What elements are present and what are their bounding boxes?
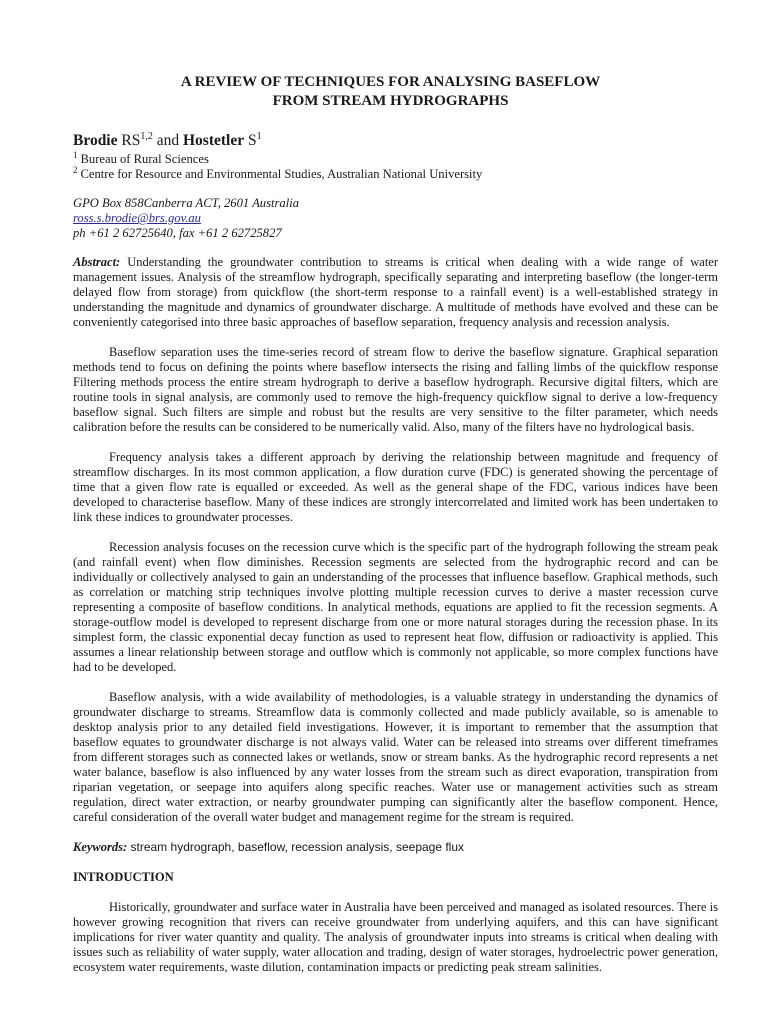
affiliation-2 (73, 164, 718, 182)
keywords-label: Keywords: (73, 840, 128, 854)
body-paragraph-baseflow-analysis: Baseflow analysis, with a wide availability of methodologies, is a valuable strategy in understanding the dynamics of groundwater discharge to streams. Streamflow data is commonly collected and made publicly available, so is amenable to desktop analysis prior to any detailed field investigations. However, it is important to remember that the assumption that baseflow equates to groundwater discharge is not always valid. Water can be released into streams over different timeframes from different storages such as connected lakes or wetlands, snow or stream banks. As the hydrographic record represents a net water balance, baseflow is also influenced by any water losses from the stream such as direct evaporation, transpiration from riparian vegetation, or seepage into aquifers along specific reaches. Water use or management activities such as stream regulation, direct water extraction, or nearby groundwater pumping can significantly alter the baseflow component. Hence, careful consideration of the overall water budget and management regime for the stream is required. (73, 690, 718, 824)
keywords-text: stream hydrograph, baseflow, recession analysis, seepage flux (127, 840, 465, 854)
author-2-initials: S (247, 132, 257, 149)
phone-fax: ph +61 2 62725640, fax +61 2 62725827 (73, 226, 282, 240)
affiliation-2-text: Centre for Resource and Environmental Studies, Australian National University (80, 167, 483, 181)
affiliation-1-text: Bureau of Rural Sciences (80, 152, 209, 166)
abstract-label: Abstract: (73, 255, 121, 269)
paper-title (73, 0, 718, 111)
section-heading-introduction: INTRODUCTION (73, 870, 174, 884)
introduction-paragraph: Historically, groundwater and surface water in Australia have been perceived and managed as isolated resources. There is however growing recognition that rivers can receive groundwater from underlying aquifers, and this can have significant implications for river water quantity and quality. The analysis of groundwater inputs into streams is critical when dealing with issues such as reliability of water supply, water allocation and trading, design of water storages, hydroelectric power generation, ecosystem water requirements, waste dilution, contamination impacts or predicting peak stream salinities. (73, 900, 718, 974)
author-1-surname: Brodie (73, 132, 118, 149)
contact-block (73, 196, 718, 241)
author-conjunction: and (156, 132, 180, 149)
body-paragraph-frequency-analysis: Frequency analysis takes a different approach by deriving the relationship between magnitude and frequency of streamflow discharges. In its most common application, a flow duration curve (FDC) is generated showing the percentage of time that a given flow rate is equalled or exceeded. As well as the general shape of the FDC, various indices have been developed to characterise baseflow. Many of these indices are strongly intercorrelated and limited work has been undertaken to link these indices to groundwater processes. (73, 450, 718, 524)
author-1-initials: RS (121, 132, 141, 149)
affiliation-1-marker: 1 (73, 149, 78, 160)
author-2-surname: Hostetler (182, 132, 245, 149)
title-line-2: FROM STREAM HYDROGRAPHS (272, 93, 509, 109)
affiliation-2-marker: 2 (73, 164, 78, 175)
author-2-affil-marker: 1 (256, 130, 262, 142)
abstract-text: Understanding the groundwater contribution to streams is critical when dealing with a wide range of water management issues. Analysis of the streamflow hydrograph, specifically separating and interpreting baseflow (the longer-term delayed flow from storage) from quickflow (the short-term response to a rainfall event) is a well-established strategy in understanding the magnitude and dynamics of groundwater discharge. A multitude of methods have evolved and these can be conveniently categorised into three basic approaches of baseflow separation, frequency analysis and recession analysis. (73, 255, 718, 329)
body-paragraph-baseflow-separation: Baseflow separation uses the time-series record of stream flow to derive the baseflow signature. Graphical separation methods tend to focus on defining the points where baseflow intersects the rising and falling limbs of the quickflow response Filtering methods process the entire stream hydrograph to derive a baseflow hydrograph. Recursive digital filters, which are routine tools in signal analysis, are commonly used to remove the high-frequency quickflow signal to derive a low-frequency baseflow signal. Such filters are simple and robust but the results are very sensitive to the filter parameter, which needs calibration before the results can be considered to be numerically valid. Also, many of the filters have no hydrological basis. (73, 345, 718, 434)
keywords-line (73, 840, 718, 855)
body-paragraph-recession-analysis: Recession analysis focuses on the recession curve which is the specific part of the hydrograph following the stream peak (and rainfall event) when flow diminishes. Recession segments are selected from the hydrographic record and can be individually or collectively analysed to gain an understanding of the processes that influence baseflow. Graphical methods, such as correlation or matching strip techniques involve plotting multiple recession curves to derive a master recession curve representing a composite of baseflow conditions. In analytical methods, equations are applied to fit the recession segments. A storage-outflow model is developed to represent discharge from one or more natural storages during the recession phase. In its simplest form, the classic exponential decay function as used to represent heat flow, diffusion or radioactivity is applied. This assumes a linear relationship between storage and outflow which is commonly not applicable, so more complex functions have had to be developed. (73, 540, 718, 674)
postal-address: GPO Box 858Canberra ACT, 2601 Australia (73, 196, 299, 210)
title-line-1: A REVIEW OF TECHNIQUES FOR ANALYSING BASEFLOW (180, 74, 601, 90)
email-link[interactable]: ross.s.brodie@brs.gov.au (73, 211, 201, 225)
abstract-paragraph (73, 255, 718, 330)
author-1-affil-marker: 1,2 (140, 130, 153, 142)
author-line (73, 132, 718, 150)
affiliation-1 (73, 149, 718, 167)
